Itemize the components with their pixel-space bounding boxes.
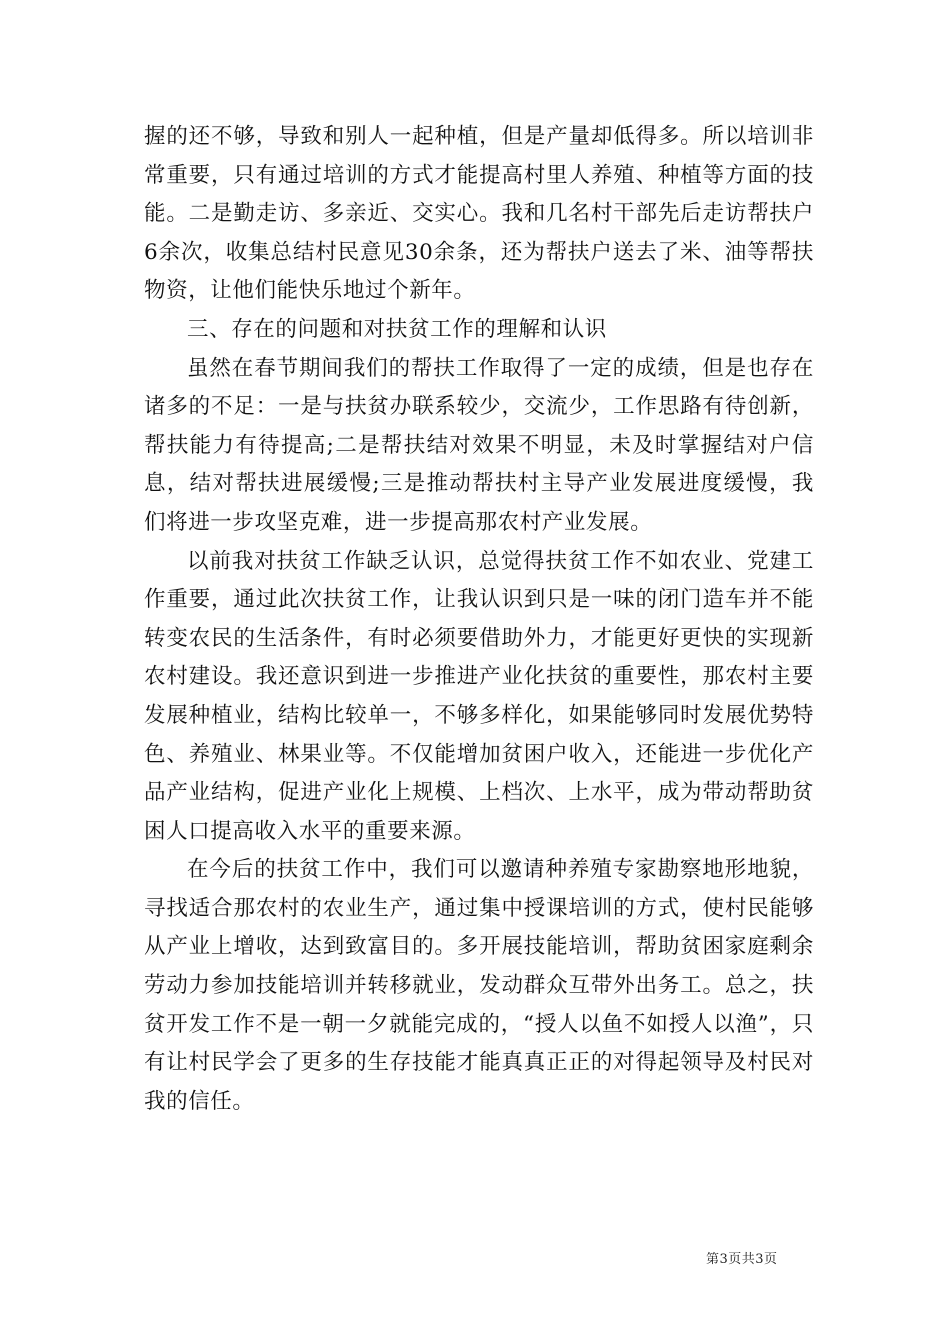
document-body [144,118,814,1121]
paragraph-future-work: 在今后的扶贫工作中，我们可以邀请种养殖专家勘察地形地貌，寻找适合那农村的农业生产，通过集中授课培训的方式，使村民能够从产业上增收，达到致富目的。多开展技能培训，帮助贫困家庭剩余劳动力参加技能培训并转移就业，发动群众互带外出务工。总之，扶贫开发工作不是一朝一夕就能完成的，“授人以鱼不如授人以渔”，只有让村民学会了更多的生存技能才能真真正正的对得起领导及村民对我的信任。 [144,857,814,1114]
paragraph-continuation: 握的还不够，导致和别人一起种植，但是产量却低得多。所以培训非常重要，只有通过培训的方式才能提高村里人养殖、种植等方面的技能。二是勤走访、多亲近、交实心。我和几名村干部先后走访帮扶户6余次，收集总结村民意见30余条，还为帮扶户送去了米、油等帮扶物资，让他们能快乐地过个新年。 [144,124,814,304]
paragraph-shortcomings: 虽然在春节期间我们的帮扶工作取得了一定的成绩，但是也存在诸多的不足：一是与扶贫办联系较少，交流少，工作思路有待创新，帮扶能力有待提高;二是帮扶结对效果不明显，未及时掌握结对户信息，结对帮扶进展缓慢;三是推动帮扶村主导产业发展进度缓慢，我们将进一步攻坚克难，进一步提高那农村产业发展。 [144,355,814,535]
page-number-footer: 第3页共3页 [706,1252,778,1267]
section-heading: 三、存在的问题和对扶贫工作的理解和认识 [187,316,607,342]
paragraph-understanding: 以前我对扶贫工作缺乏认识，总觉得扶贫工作不如农业、党建工作重要，通过此次扶贫工作，让我认识到只是一味的闭门造车并不能转变农民的生活条件，有时必须要借助外力，才能更好更快的实现新农村建设。我还意识到进一步推进产业化扶贫的重要性，那农村主要发展种植业，结构比较单一，不够多样化，如果能够同时发展优势特色、养殖业、林果业等。不仅能增加贫困户收入，还能进一步优化产品产业结构，促进产业化上规模、上档次、上水平，成为带动帮助贫困人口提高收入水平的重要来源。 [144,548,814,844]
